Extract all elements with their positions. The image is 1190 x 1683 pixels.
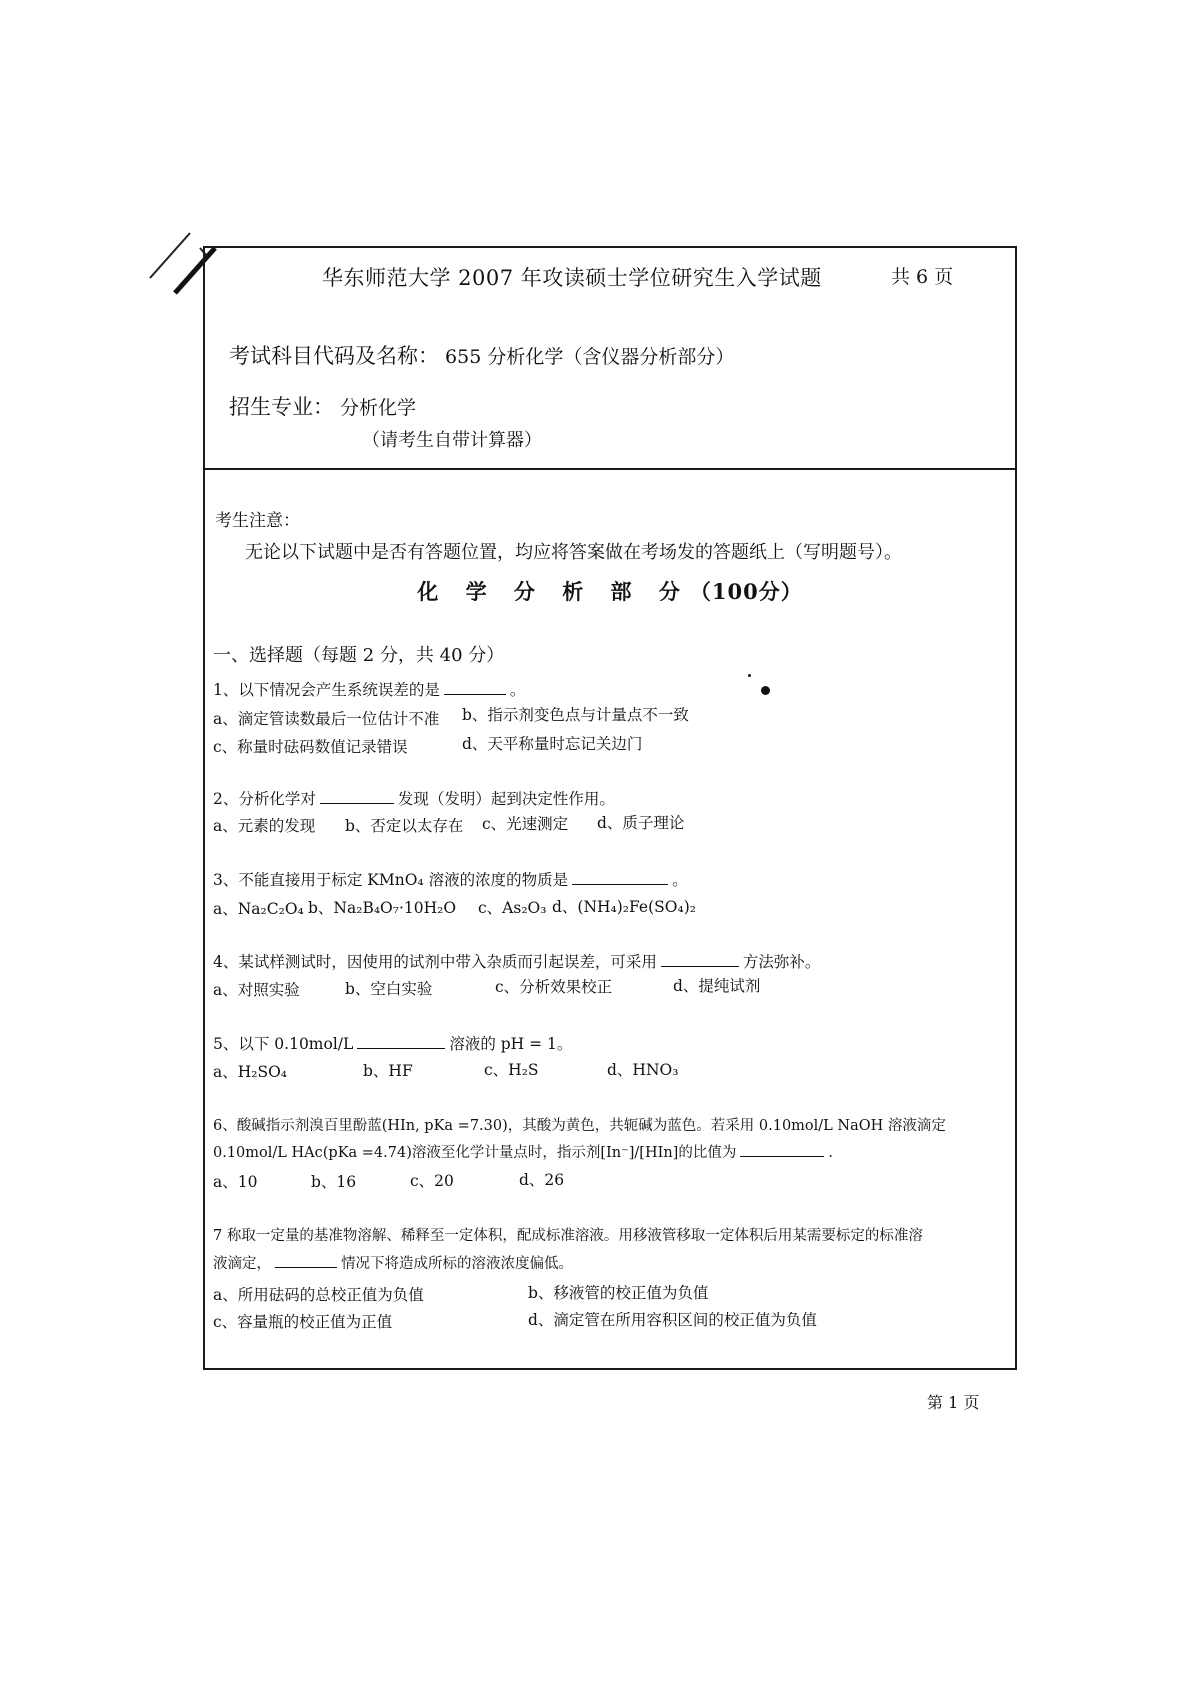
exam-title: 华东师范大学 2007 年攻读硕士学位研究生入学试题	[322, 266, 822, 290]
option-a: a、滴定管读数最后一位估计不准	[213, 710, 440, 728]
question-4-stem-end: 方法弥补。	[742, 953, 821, 971]
section-title	[205, 576, 1015, 606]
question-1	[213, 678, 525, 700]
option-b: b、指示剂变色点与计量点不一致	[462, 706, 689, 724]
option-c: c、光速测定	[482, 815, 569, 833]
notice-heading: 考生注意：	[215, 511, 300, 531]
question-7-line-1: 7 称取一定量的基准物溶解、稀释至一定体积，配成标准溶液。用移液管移取一定体积后用某需要标定的标准溶	[213, 1228, 923, 1244]
question-4	[213, 950, 820, 972]
answer-blank	[572, 870, 668, 885]
question-4-stem: 4、某试样测试时，因使用的试剂中带入杂质而引起误差，可采用	[213, 953, 657, 971]
question-2	[213, 787, 615, 809]
option-b: b、否定以太存在	[345, 817, 464, 835]
question-5	[213, 1032, 572, 1054]
calculator-note: （请考生自带计算器）	[362, 430, 542, 451]
question-7-line-2	[213, 1252, 573, 1273]
section-name: 化 学 分 析 部 分	[417, 579, 690, 604]
option-c: c、20	[410, 1172, 454, 1190]
option-b: b、空白实验	[345, 980, 433, 998]
question-1-stem-end: 。	[509, 681, 526, 699]
section-score: （100分）	[689, 579, 803, 604]
exam-frame	[203, 246, 1017, 1370]
question-3-stem-end: 。	[672, 871, 688, 889]
part-one-heading: 一、选择题（每题 2 分，共 40 分）	[213, 645, 505, 666]
question-7-stem-end: 情况下将造成所标的溶液浓度偏低。	[341, 1256, 573, 1272]
question-2-stem: 2、分析化学对	[213, 790, 316, 808]
question-5-stem-end: 溶液的 pH = 1。	[449, 1035, 573, 1053]
question-6-stem: 0.10mol/L HAc(pKa =4.74)溶液至化学计量点时，指示剂[In⁻]/[HIn]的比值为	[213, 1145, 737, 1161]
option-d: d、天平称量时忘记关边门	[462, 735, 643, 753]
question-3-stem: 3、不能直接用于标定 KMnO₄ 溶液的浓度的物质是	[213, 871, 569, 889]
option-d: d、质子理论	[597, 814, 685, 832]
option-a: a、10	[213, 1173, 258, 1191]
question-7-stem: 液滴定，	[213, 1256, 271, 1272]
option-c: c、As₂O₃	[478, 899, 547, 917]
option-c: c、分析效果校正	[495, 978, 613, 996]
major-value: 分析化学	[340, 397, 417, 419]
option-d: d、(NH₄)₂Fe(SO₄)₂	[552, 898, 696, 916]
option-a: a、H₂SO₄	[213, 1063, 288, 1081]
option-b: b、16	[311, 1173, 357, 1191]
option-a: a、Na₂C₂O₄	[213, 900, 304, 918]
question-6-stem-end: .	[828, 1145, 833, 1161]
question-6-line-1: 6、酸碱指示剂溴百里酚蓝(HIn, pKa =7.30)，其酸为黄色，共轭碱为蓝色。若采用 0.10mol/L NaOH 溶液滴定	[213, 1118, 946, 1134]
answer-blank	[320, 789, 394, 804]
option-b: b、HF	[363, 1062, 413, 1080]
question-5-stem: 5、以下 0.10mol/L	[213, 1035, 354, 1053]
major-label: 招生专业：	[229, 395, 334, 419]
question-3	[213, 868, 688, 890]
question-6-line-2	[213, 1141, 833, 1162]
option-a: a、元素的发现	[213, 817, 316, 835]
answer-blank	[275, 1253, 337, 1268]
option-a: a、对照实验	[213, 981, 300, 999]
option-c: c、称量时砝码数值记录错误	[213, 738, 408, 756]
page-number: 第 1 页	[927, 1393, 980, 1412]
question-1-stem: 1、以下情况会产生系统误差的是	[213, 681, 440, 699]
total-pages: 共 6 页	[891, 266, 954, 288]
subject-line	[229, 340, 734, 370]
option-a: a、所用砝码的总校正值为负值	[213, 1286, 424, 1304]
answer-blank	[740, 1142, 824, 1157]
subject-label: 考试科目代码及名称：	[229, 344, 439, 368]
option-c: c、容量瓶的校正值为正值	[213, 1313, 393, 1331]
option-b: b、Na₂B₄O₇·10H₂O	[308, 899, 457, 917]
major-line	[229, 391, 416, 421]
answer-blank	[357, 1034, 445, 1049]
option-b: b、移液管的校正值为负值	[528, 1284, 709, 1302]
subject-value: 655 分析化学（含仪器分析部分）	[445, 346, 735, 368]
option-d: d、26	[519, 1171, 565, 1189]
notice-body: 无论以下试题中是否有答题位置，均应将答案做在考场发的答题纸上（写明题号）。	[245, 542, 902, 563]
answer-blank	[444, 680, 506, 695]
option-c: c、H₂S	[484, 1061, 539, 1079]
option-d: d、滴定管在所用容积区间的校正值为负值	[528, 1311, 817, 1329]
option-d: d、提纯试剂	[673, 977, 761, 995]
exam-header	[205, 248, 1015, 470]
answer-blank	[661, 952, 739, 967]
option-d: d、HNO₃	[607, 1061, 679, 1079]
question-2-stem-end: 发现（发明）起到决定性作用。	[397, 790, 615, 808]
